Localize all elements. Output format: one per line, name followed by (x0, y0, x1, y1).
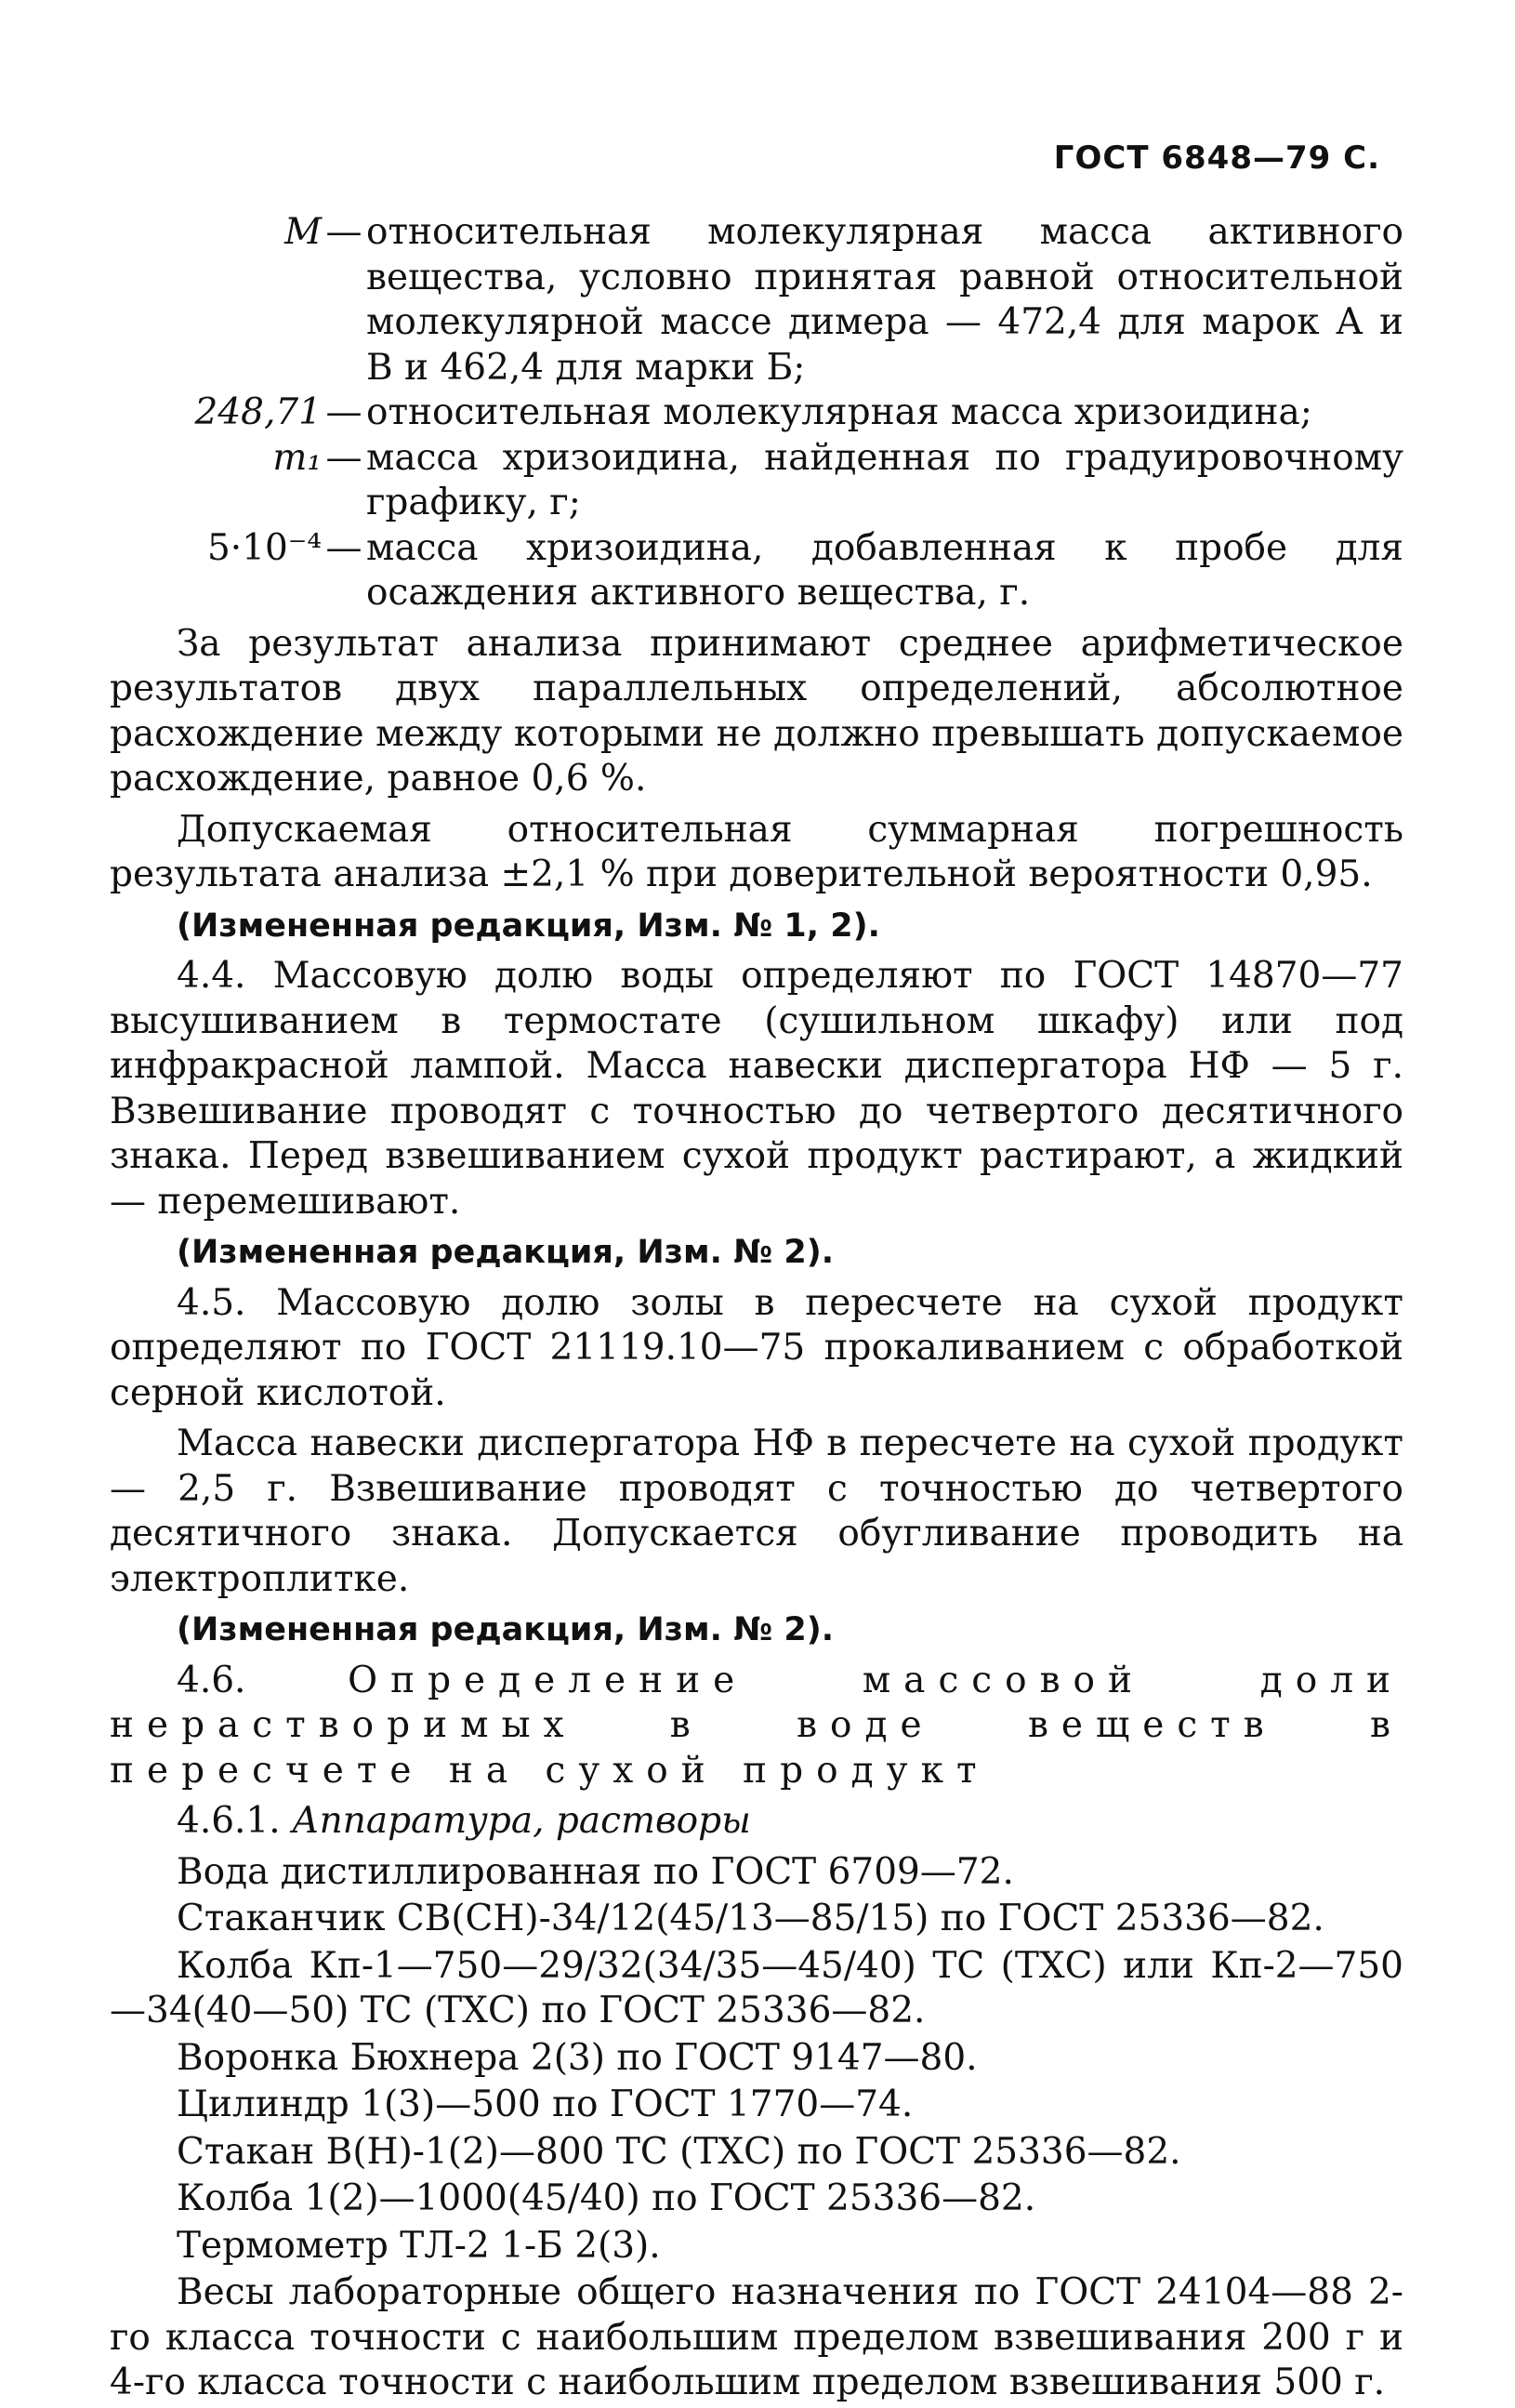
definition-dash: — (325, 526, 362, 569)
equipment-item: Стакан В(Н)-1(2)—800 ТС (ТХС) по ГОСТ 25336—82. (177, 2130, 1181, 2173)
variable-definitions (110, 210, 1403, 616)
definition-text: масса хризоидина, найденная по градуировочному графику, г; (366, 436, 1403, 523)
definition-row (110, 390, 1403, 436)
page-header: ГОСТ 6848—79 С. (1053, 139, 1380, 177)
definition-text: относительная молекулярная масса хризоидина; (366, 391, 1312, 433)
definition-dash: — (325, 211, 362, 253)
section-heading-4-6 (110, 1659, 1403, 1794)
definition-row (110, 526, 1403, 616)
definition-symbol: M (284, 211, 322, 253)
subsection-number: 4.6.1. (177, 1800, 281, 1842)
subsection-heading-4-6-1 (110, 1799, 1403, 1845)
amendment-note: (Измененная редакция, Изм. № 1, 2). (177, 906, 880, 945)
equipment-item: Весы лабораторные общего назначения по ГОСТ 24104—88 2-го класса точности с наибольшим пределом взвешивания 200 г и 4-го класса точности с наибольшим пределом взвешивания 500 г. (110, 2271, 1403, 2403)
definition-symbol: 5·10⁻⁴ (206, 526, 322, 569)
section-number: 4.6. (177, 1659, 246, 1701)
document-body (110, 210, 1403, 2408)
definition-dash: — (325, 436, 362, 479)
equipment-item: Колба Кп-1—750—29/32(34/35—45/40) ТС (ТХС) или Кп-2—750—34(40—50) ТС (ТХС) по ГОСТ 25336—82. (110, 1944, 1403, 2031)
definition-row (110, 210, 1403, 390)
definition-symbol: m₁ (272, 436, 322, 479)
equipment-item: Вода дистиллированная по ГОСТ 6709—72. (177, 1850, 1014, 1893)
section-title: Определение массовой доли нерастворимых в воде веществ в пересчете на сухой продукт (110, 1659, 1403, 1792)
paragraph-4-4: 4.4. Массовую долю воды определяют по ГОСТ 14870—77 высушиванием в термостате (сушильном шкафу) или под инфракрасной лампой. Масса навески диспергатора НФ — 5 г. Взвешивание проводят с точностью до четвертого десятичного знака. Перед взвешиванием сухой продукт растирают, а жидкий — перемешивают. (110, 955, 1403, 1223)
subsection-title: Аппаратура, растворы (292, 1800, 751, 1842)
paragraph-error: Допускаемая относительная суммарная погрешность результата анализа ±2,1 % при доверительной вероятности 0,95. (110, 808, 1403, 895)
paragraph-ash-mass: Масса навески диспергатора НФ в пересчете на сухой продукт — 2,5 г. Взвешивание проводят с точностью до четвертого десятичного знака. Допускается обугливание проводить на электроплитке. (110, 1422, 1403, 1600)
definition-row (110, 436, 1403, 526)
equipment-item: Термометр ТЛ-2 1-Б 2(3). (177, 2224, 661, 2267)
amendment-note: (Измененная редакция, Изм. № 2). (177, 1611, 835, 1648)
definition-text: масса хризоидина, добавленная к пробе для осаждения активного вещества, г. (366, 526, 1403, 614)
definition-dash: — (325, 391, 362, 433)
equipment-item: Колба 1(2)—1000(45/40) по ГОСТ 25336—82. (177, 2177, 1036, 2219)
definition-symbol: 248,71 (194, 391, 322, 433)
equipment-item: Воронка Бюхнера 2(3) по ГОСТ 9147—80. (177, 2036, 978, 2079)
amendment-note: (Измененная редакция, Изм. № 2). (177, 1234, 835, 1271)
equipment-item: Стаканчик СВ(СН)-34/12(45/13—85/15) по ГОСТ 25336—82. (177, 1898, 1324, 1939)
definition-text: относительная молекулярная масса активного вещества, условно принятая равной относительной молекулярной массе димера — 472,4 для марок А и В и 462,4 для марки Б; (366, 211, 1403, 389)
paragraph-result: За результат анализа принимают среднее арифметическое результатов двух параллельных определений, абсолютное расхождение между которыми не должно превышать допускаемое расхождение, равное 0,6 %. (110, 622, 1403, 800)
equipment-item: Цилиндр 1(3)—500 по ГОСТ 1770—74. (177, 2084, 914, 2125)
paragraph-4-5: 4.5. Массовую долю золы в пересчете на сухой продукт определяют по ГОСТ 21119.10—75 прокаливанием с обработкой серной кислотой. (110, 1281, 1403, 1414)
